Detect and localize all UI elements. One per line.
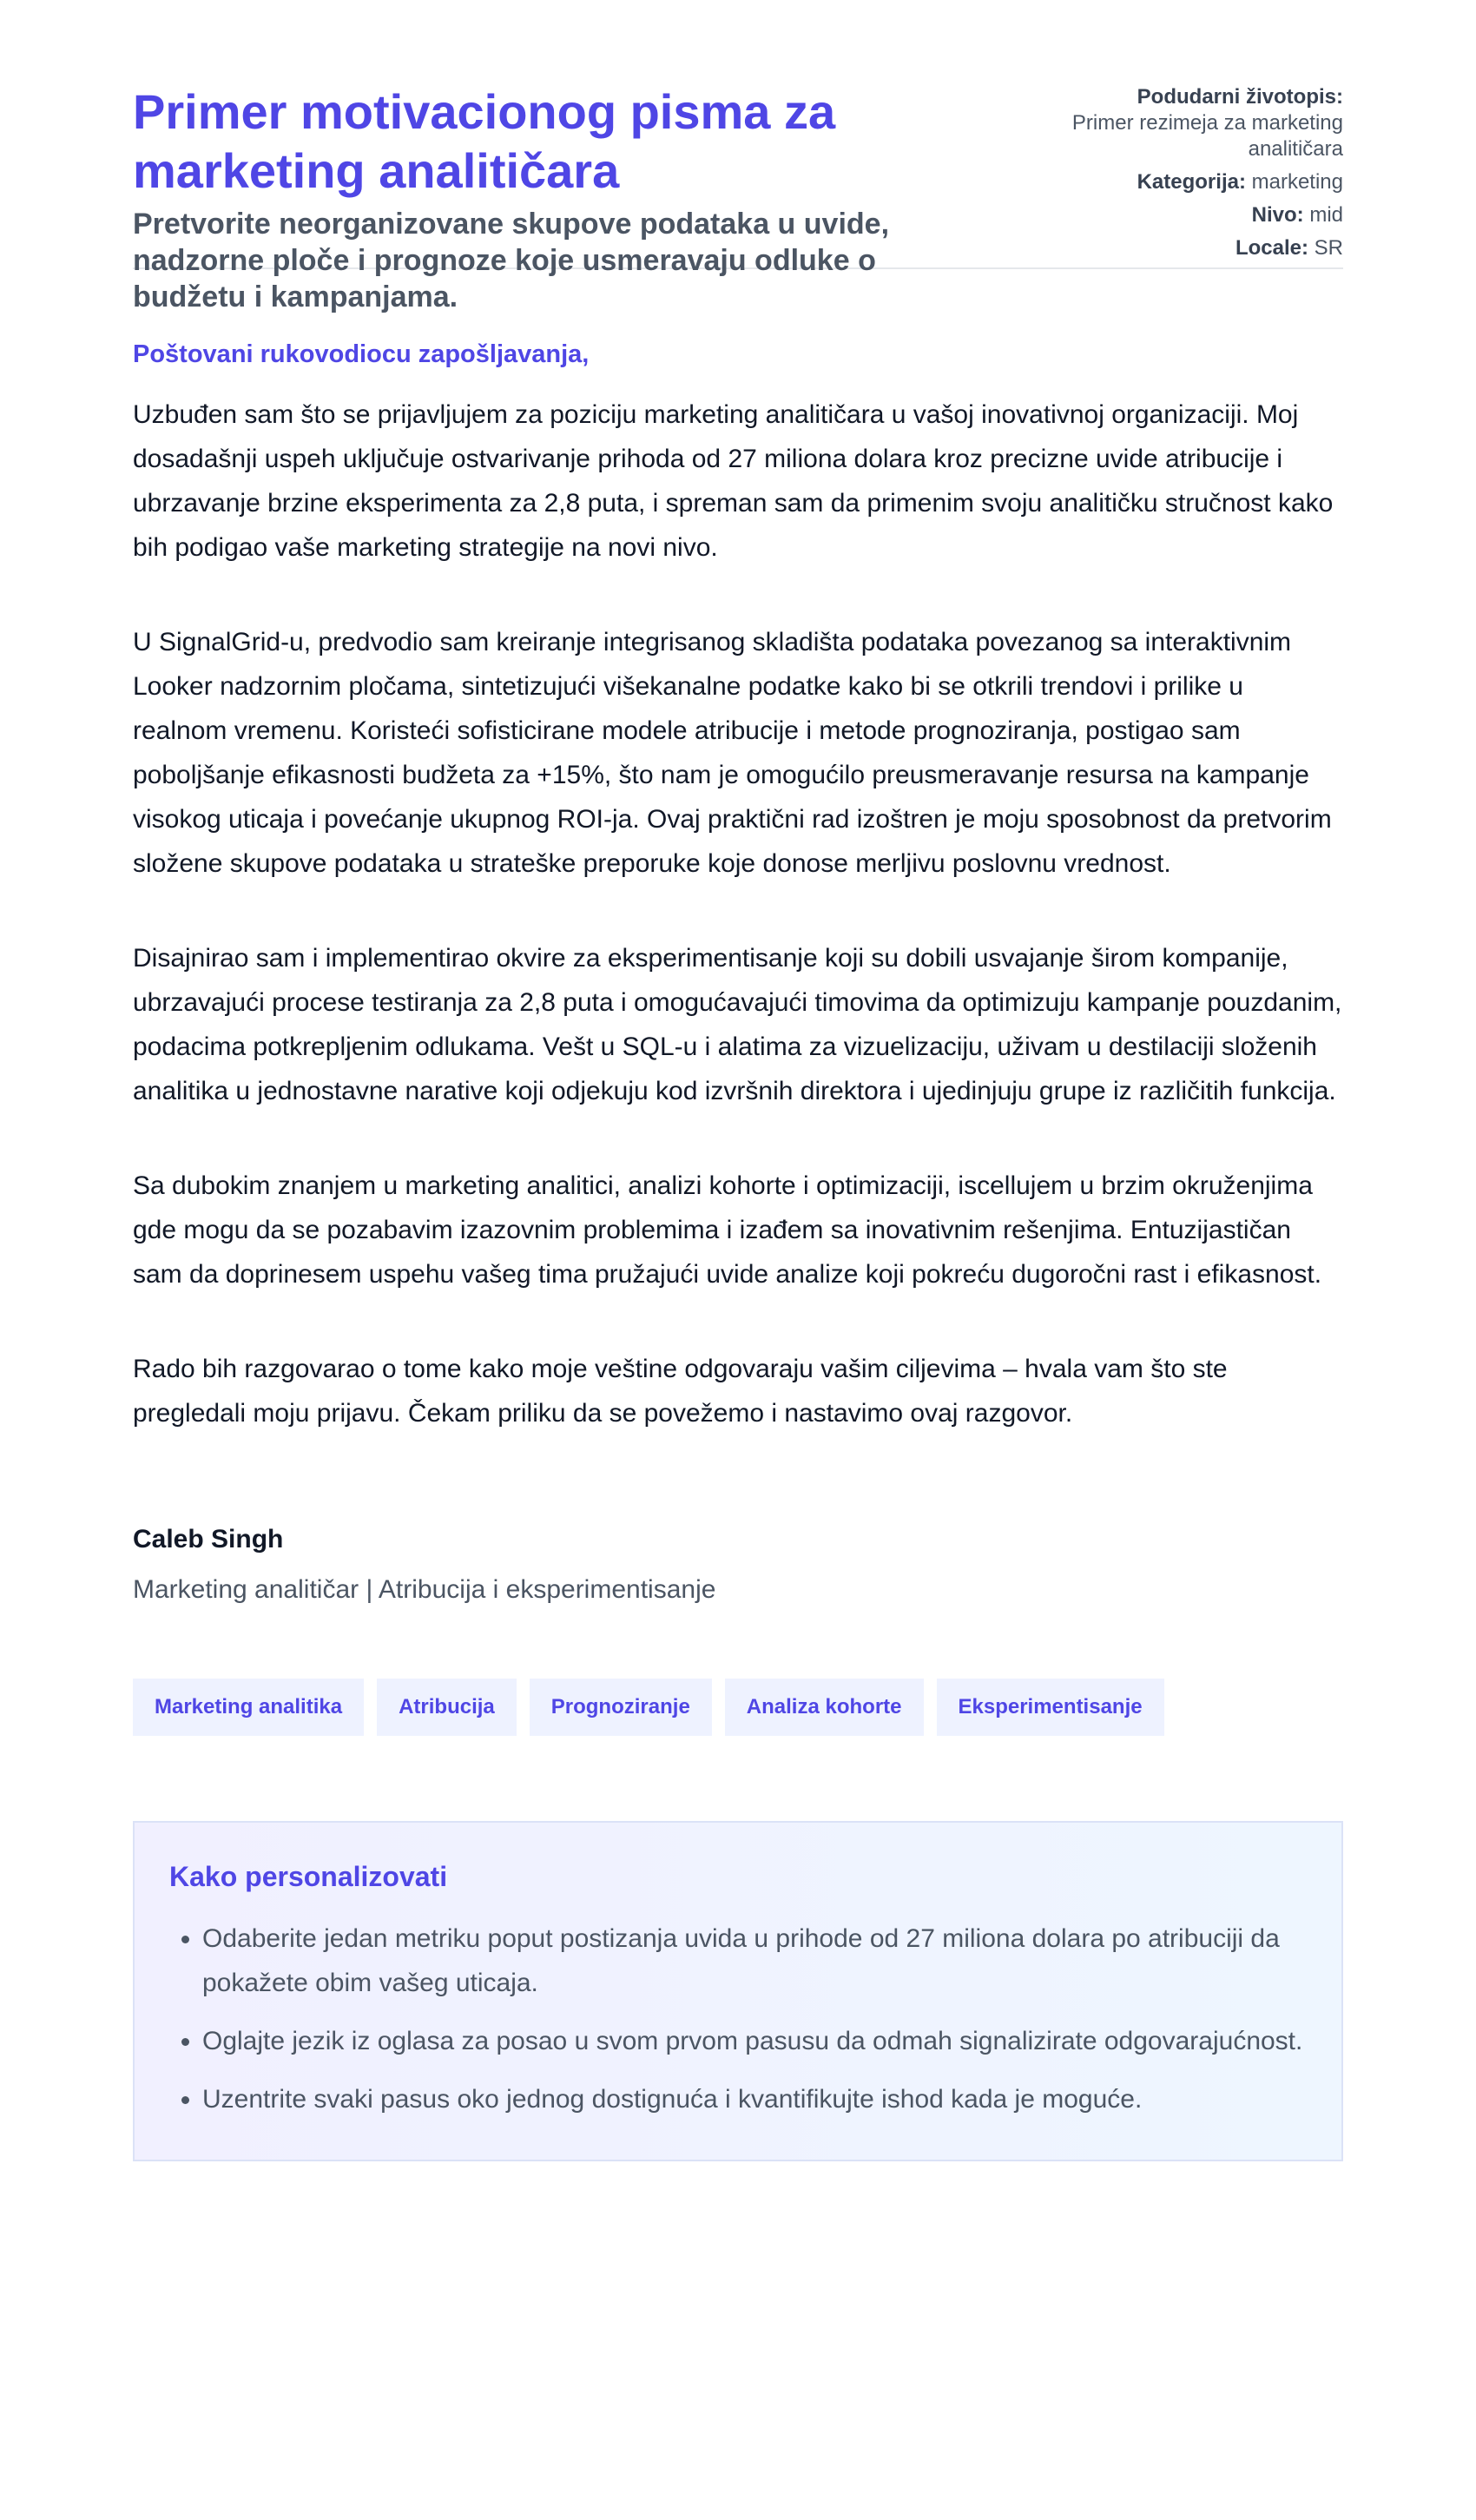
letter-body <box>133 337 1343 1435</box>
meta-level-value: mid <box>1309 203 1343 227</box>
meta-level-label: Nivo: <box>1251 203 1304 227</box>
meta-panel <box>996 82 1343 268</box>
page-subtitle: Pretvorite neorganizovane skupove podataka u uvide, nadzorne ploče i prognoze koje usmeravaju odluke o budžetu i kampanjama. <box>133 208 890 313</box>
skill-tag[interactable]: Eksperimentisanje <box>937 1679 1164 1736</box>
tips-item: • Uzentrite svaki pasus oko jednog dostignuća i kvantifikujte ishod kada je moguće. <box>202 2077 1307 2121</box>
signature-role: Marketing analitičar | Atribucija i eksperimentisanje <box>133 1575 716 1604</box>
tips-item: • Odaberite jedan metriku poput postizanja uvida u prihode od 27 miliona dolara po atribuciji da pokažete obim vašeg uticaja. <box>202 1916 1307 2005</box>
meta-locale-value: SR <box>1314 236 1343 260</box>
meta-locale <box>996 235 1343 261</box>
tips-title: Kako personalizovati <box>169 1861 448 1892</box>
letter-paragraph: Sa dubokim znanjem u marketing analitici, analizi kohorte i optimizaciji, iscellujem u brzim okruženjima gde mogu da se pozabavim izazovnim problemima i izađem sa inovativnim rešenjima. Entuzijastičan sam da doprinesem uspehu vašeg tima pružajući uvide analize koji pokreću dugoročni rast i efikasnost. <box>133 1171 1322 1289</box>
meta-resume <box>996 84 1343 162</box>
title-block <box>133 82 984 315</box>
meta-category-label: Kategorija: <box>1137 170 1246 194</box>
meta-level <box>996 202 1343 228</box>
signature-block <box>133 1522 1343 1607</box>
meta-category-value: marketing <box>1251 170 1343 194</box>
skill-tag[interactable]: Analiza kohorte <box>725 1679 924 1736</box>
meta-resume-value[interactable]: Primer rezimeja za marketing analitičara <box>1071 111 1343 161</box>
letter-salutation: Poštovani rukovodiocu zapošljavanja, <box>133 340 590 368</box>
tips-list <box>169 1916 1307 2121</box>
personalization-tips <box>133 1821 1343 2161</box>
tips-item: • Oglajte jezik iz oglasa za posao u svom prvom pasusu da odmah signalizirate odgovarajućnost. <box>202 2019 1307 2063</box>
letter-paragraph: Disajnirao sam i implementirao okvire za eksperimentisanje koji su dobili usvajanje širom kompanije, ubrzavajući procese testiranja za 2,8 puta i omogućavajući timovima da optimizuju kampanje pouzdanim, podacima potkrepljenim odlukama. Vešt u SQL-u i alatima za vizuelizaciju, uživam u destilaciji složenih analitika u jednostavne narative koji odjekuju kod izvršnih direktora i ujedinjuju grupe iz različitih funkcija. <box>133 944 1342 1105</box>
skill-tag[interactable]: Marketing analitika <box>133 1679 364 1736</box>
letter-paragraph: Uzbuđen sam što se prijavljujem za poziciju marketing analitičara u vašoj inovativnoj organizaciji. Moj dosadašnji uspeh uključuje ostvarivanje prihoda od 27 miliona dolara kroz precizne uvide atribucije i ubrzavanje brzine eksperimenta za 2,8 puta, i spreman sam da primenim svoju analitičku stručnost kako bih podigao vaše marketing strategije na novi nivo. <box>133 400 1334 562</box>
page-title: Primer motivacionog pisma za marketing analitičara <box>133 84 836 198</box>
signature-name: Caleb Singh <box>133 1525 284 1554</box>
letter-paragraph: U SignalGrid-u, predvodio sam kreiranje integrisanog skladišta podataka povezanog sa interaktivnim Looker nadzornim pločama, sintetizujući višekanalne podatke kako bi se otkrili trendovi i prilike u realnom vremenu. Koristeći sofisticirane modele atribucije i metode prognoziranja, postigao sam poboljšanje efikasnosti budžeta za +15%, što nam je omogućilo preusmeravanje resursa na kampanje visokog uticaja i povećanje ukupnog ROI-ja. Ovaj praktični rad izoštren je moju sposobnost da pretvorim složene skupove podataka u strateške preporuke koje donose merljivu poslovnu vrednost. <box>133 628 1332 878</box>
meta-locale-label: Locale: <box>1235 236 1308 260</box>
skill-tag[interactable]: Atribucija <box>377 1679 517 1736</box>
letter-paragraph: Rado bih razgovarao o tome kako moje veštine odgovaraju vašim ciljevima – hvala vam što ste pregledali moju prijavu. Čekam priliku da se povežemo i nastavimo ovaj razgovor. <box>133 1355 1228 1428</box>
page-header <box>133 0 1343 313</box>
meta-category <box>996 169 1343 195</box>
skill-tags <box>133 1679 1343 1736</box>
meta-resume-label: Podudarni životopis: <box>1137 85 1343 109</box>
skill-tag[interactable]: Prognoziranje <box>530 1679 712 1736</box>
